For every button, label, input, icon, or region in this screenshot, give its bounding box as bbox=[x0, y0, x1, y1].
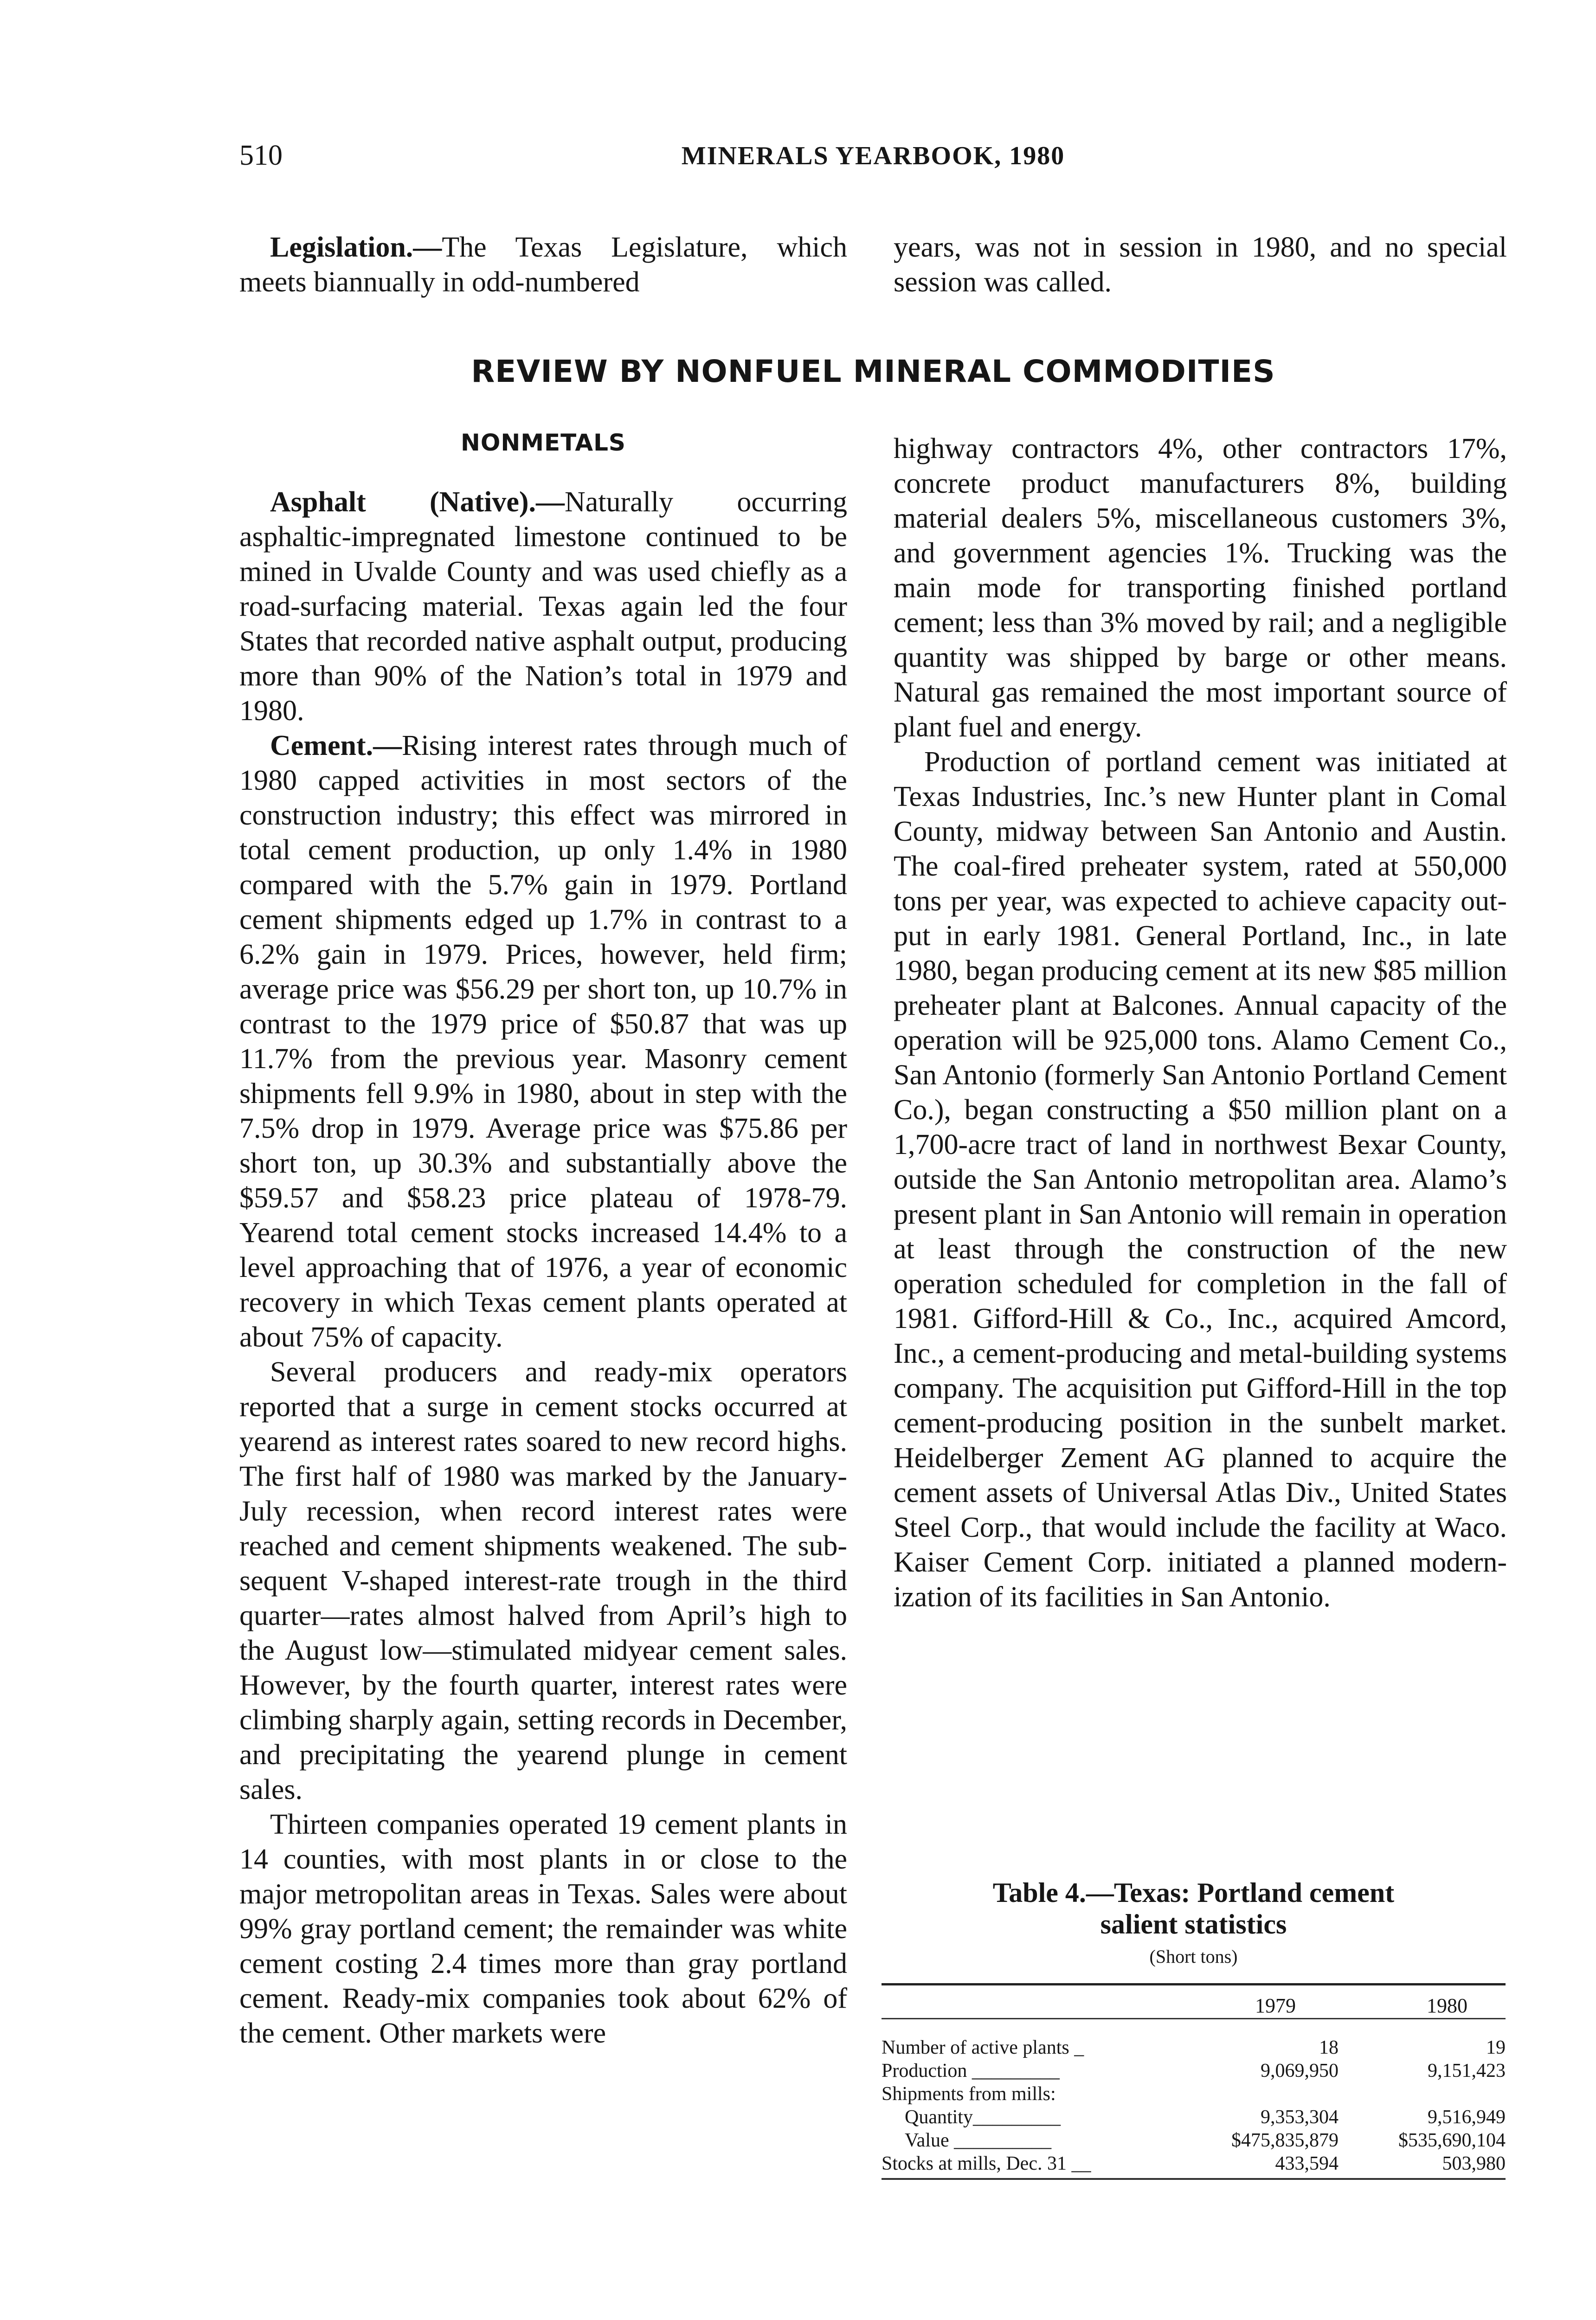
cement-paragraph bbox=[239, 728, 847, 1355]
asphalt-runin: Asphalt (Native).— bbox=[270, 486, 565, 518]
legislation-paragraph bbox=[239, 230, 847, 300]
row-label: Number of active plants _ bbox=[882, 2037, 1084, 2058]
column-header-1980: 1980 bbox=[1427, 1994, 1467, 2017]
right-column bbox=[894, 432, 1507, 1615]
markets-paragraph: highway contractors 4%, other contractors 17%, concrete product manufacturers 8%, building material dealers 5%, miscellaneous customers 3%, and government agencies 1%. Trucking was the main mode for transporting finished portland cement; less than 3% moved by rail; and a negligible quantity was shipped by barge or other means. Natural gas remained the most important source of plant fuel and energy. bbox=[894, 433, 1507, 743]
table-row bbox=[882, 2129, 1506, 2152]
column-header-1979: 1979 bbox=[1255, 1994, 1296, 2017]
cement-text: Rising interest rates through much of 1980 capped activities in most sectors of the construction industry; this effect was mirrored in total cement production, up only 1.4% in 1980 compared with the 5.7% gain in 1979. Portland cement shipments edged up 1.7% in contrast to a 6.2% gain in 1979. Prices, however, held firm; average price was $56.29 per short ton, up 10.7% in contrast to the 1979 price of $50.87 that was up 11.7% from the previous year. Masonry cement shipments fell 9.9% in 1980, about in step with the 7.5% drop in 1979. Average price was $75.86 per short ton, up 30.3% and substantially above the $59.57 and $58.23 price plateau of 1978-79. Yearend total cement stocks increased 14.4% to a level approaching that of 1976, a year of economic recovery in which Texas cement plants operated at about 75% of capacity. bbox=[239, 730, 847, 1353]
legislation-runin: Legislation.— bbox=[270, 232, 442, 263]
row-label: Value __________ bbox=[905, 2130, 1052, 2151]
cell-1979: 433,594 bbox=[1275, 2153, 1339, 2174]
nonmetals-heading: NONMETALS bbox=[461, 429, 626, 456]
table-subtitle: (Short tons) bbox=[1149, 1946, 1238, 1967]
row-label: Quantity_________ bbox=[905, 2107, 1061, 2128]
cell-1979: $475,835,879 bbox=[1231, 2130, 1339, 2151]
row-label: Stocks at mills, Dec. 31 __ bbox=[882, 2153, 1091, 2174]
table-column-headers bbox=[882, 1985, 1506, 2018]
left-column bbox=[239, 485, 847, 2051]
cell-1980: 503,980 bbox=[1442, 2153, 1506, 2174]
table-4 bbox=[882, 1877, 1506, 2180]
cell-1980: 19 bbox=[1486, 2037, 1506, 2058]
table-title-line-1: Table 4.—Texas: Portland cement bbox=[992, 1877, 1395, 1908]
cell-1980 bbox=[1339, 2082, 1506, 2106]
asphalt-text: Naturally occurring asphaltic-impregnated limestone continued to be mined in Uvalde County and was used chiefly as a road-surfacing material. Texas again led the four States that recorded native asphalt output, producing more than 90% of the Nation’s total in 1979 and 1980. bbox=[239, 486, 847, 727]
cell-1980: 9,151,423 bbox=[1428, 2060, 1506, 2082]
table-row bbox=[882, 2106, 1506, 2129]
companies-paragraph: Thirteen companies operated 19 cement plants in 14 counties, with most plants in or close to the major metropolitan areas in Texas. Sales were about 99% gray portland cement; the remainder was white cement costing 2.4 times more than gray portland cement. Ready-mix companies took about 62% of the cement. Other markets were bbox=[239, 1809, 847, 2049]
legislation-continuation bbox=[894, 230, 1507, 300]
table-row bbox=[882, 2152, 1506, 2175]
section-title: REVIEW BY NONFUEL MINERAL COMMODITIES bbox=[471, 354, 1275, 389]
cell-1980: 9,516,949 bbox=[1428, 2107, 1506, 2128]
cell-1979 bbox=[1144, 2082, 1339, 2106]
table-title bbox=[882, 1877, 1506, 1940]
page-number: 510 bbox=[239, 140, 283, 171]
cell-1979: 9,069,950 bbox=[1261, 2060, 1339, 2082]
producers-paragraph: Several producers and ready-mix operators reported that a surge in cement stocks occurred at yearend as interest rates soared to new record highs. The first half of 1980 was marked by the January-July recession, when record interest rates were reached and cement shipments weakened. The subsequent V-shaped interest-rate trough in the third quarter—rates almost halved from April’s high to the August low—stimulated midyear cement sales. However, by the fourth quarter, interest rates were climbing sharply again, setting records in December, and precipitating the yearend plunge in cement sales. bbox=[239, 1356, 847, 1805]
table-header-rule bbox=[882, 2018, 1506, 2019]
running-title: MINERALS YEARBOOK, 1980 bbox=[681, 142, 1065, 170]
cell-1980: $535,690,104 bbox=[1398, 2130, 1506, 2151]
legislation-text-left: The Texas Legislature, which meets biannually in odd-numbered bbox=[239, 232, 847, 298]
page-header bbox=[239, 139, 1507, 181]
table-row bbox=[882, 2036, 1506, 2059]
production-paragraph: Production of portland cement was initiated at Texas Industries, Inc.’s new Hunter plant in Comal County, midway between San Antonio and Austin. The coal-fired preheater system, rated at 550,000 tons per year, was expected to achieve capacity output in early 1981. General Portland, Inc., in late 1980, began producing cement at its new $85 million preheater plant at Balcones. Annual capacity of the operation will be 925,000 tons. Alamo Cement Co., San Antonio (formerly San Antonio Portland Cement Co.), began constructing a $50 million plant on a 1,700-acre tract of land in northwest Bexar County, outside the San Antonio metropolitan area. Alamo’s present plant in San Antonio will remain in operation at least through the construction of the new operation scheduled for completion in the fall of 1981. Gifford-Hill & Co., Inc., acquired Amcord, Inc., a cement-producing and metal-building systems company. The acquisition put Gifford-Hill in the top cement-producing position in the sunbelt market. Heidelberger Zement AG planned to acquire the cement assets of Universal Atlas Div., United States Steel Corp., that would include the facility at Waco. Kaiser Cement Corp. initiated a planned modernization of its facilities in San Antonio. bbox=[894, 746, 1507, 1613]
row-label: Production _________ bbox=[882, 2060, 1060, 2082]
cement-runin: Cement.— bbox=[270, 730, 402, 761]
cell-1979: 18 bbox=[1319, 2037, 1339, 2058]
table-body bbox=[882, 2036, 1506, 2175]
table-row bbox=[882, 2082, 1506, 2106]
cell-1979: 9,353,304 bbox=[1261, 2107, 1339, 2128]
table-title-line-2: salient statistics bbox=[1100, 1909, 1287, 1940]
row-label: Shipments from mills: bbox=[882, 2083, 1056, 2105]
table-row bbox=[882, 2059, 1506, 2082]
asphalt-paragraph bbox=[239, 485, 847, 728]
legislation-text-right: years, was not in session in 1980, and no special session was called. bbox=[894, 232, 1507, 298]
table-bottom-rule bbox=[882, 2178, 1506, 2180]
